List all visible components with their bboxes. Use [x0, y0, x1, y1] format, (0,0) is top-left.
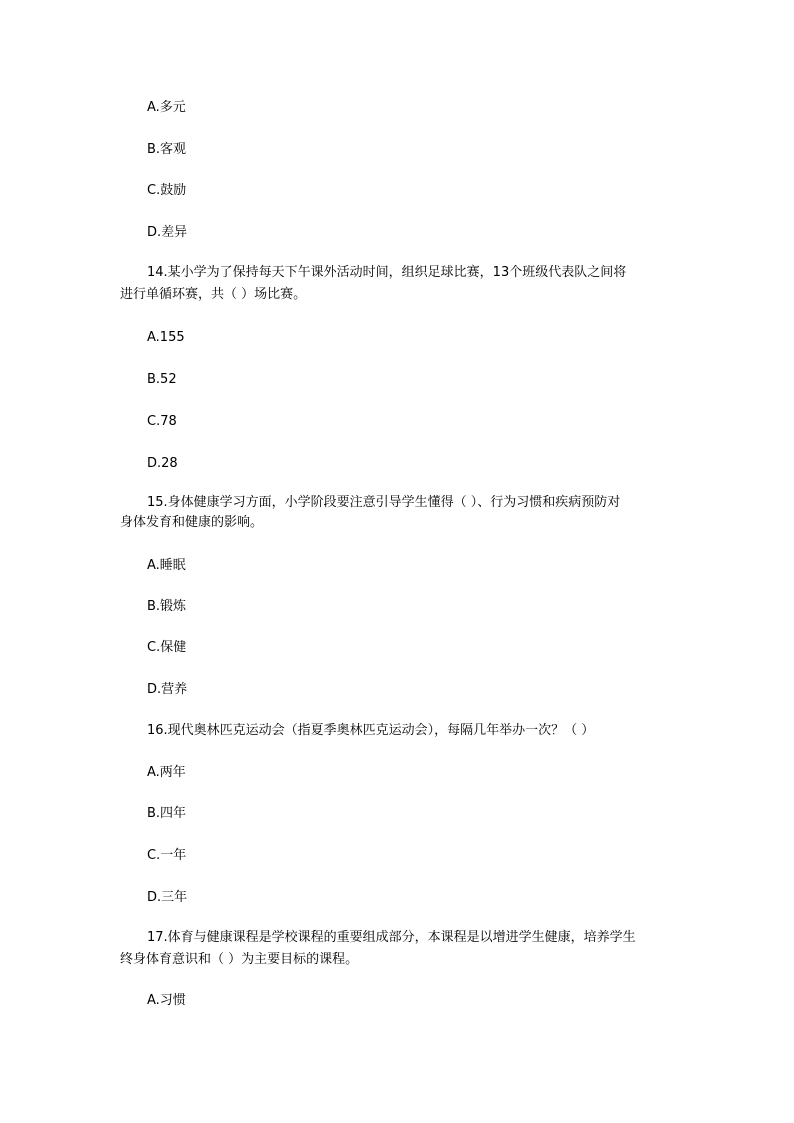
question-14-line1: 14.某小学为了保持每天下午课外活动时间，组织足球比赛，13个班级代表队之间将 — [147, 265, 627, 280]
question-15-option-a: A.睡眠 — [147, 558, 186, 573]
question-16-option-c: C.一年 — [147, 848, 187, 863]
question-15-line1: 15.身体健康学习方面，小学阶段要注意引导学生懂得（ ）、行为习惯和疾病预防对 — [147, 495, 621, 510]
question-17-line2: 终身体育意识和（ ）为主要目标的课程。 — [120, 952, 359, 967]
option-c-prev: C.鼓励 — [147, 183, 187, 198]
question-16-option-b: B.四年 — [147, 806, 187, 821]
question-16-option-d: D.三年 — [147, 890, 188, 905]
question-14-option-d: D.28 — [147, 456, 178, 471]
question-15-line2: 身体发育和健康的影响。 — [120, 515, 264, 530]
option-a-prev: A.多元 — [147, 100, 186, 115]
question-16-line1: 16.现代奥林匹克运动会（指夏季奥林匹克运动会），每隔几年举办一次？（ ） — [147, 723, 595, 738]
question-14-option-b: B.52 — [147, 372, 177, 387]
question-14-option-a: A.155 — [147, 330, 185, 345]
question-17-option-a: A.习惯 — [147, 993, 186, 1008]
question-14-line2: 进行单循环赛，共（ ）场比赛。 — [120, 287, 307, 302]
option-d-prev: D.差异 — [147, 225, 188, 240]
question-15-option-d: D.营养 — [147, 682, 188, 697]
question-15-option-b: B.锻炼 — [147, 599, 187, 614]
question-15-option-c: C.保健 — [147, 640, 187, 655]
question-14-option-c: C.78 — [147, 414, 177, 429]
question-17-line1: 17.体育与健康课程是学校课程的重要组成部分，本课程是以增进学生健康，培养学生 — [147, 930, 636, 945]
option-b-prev: B.客观 — [147, 142, 187, 157]
question-16-option-a: A.两年 — [147, 765, 186, 780]
